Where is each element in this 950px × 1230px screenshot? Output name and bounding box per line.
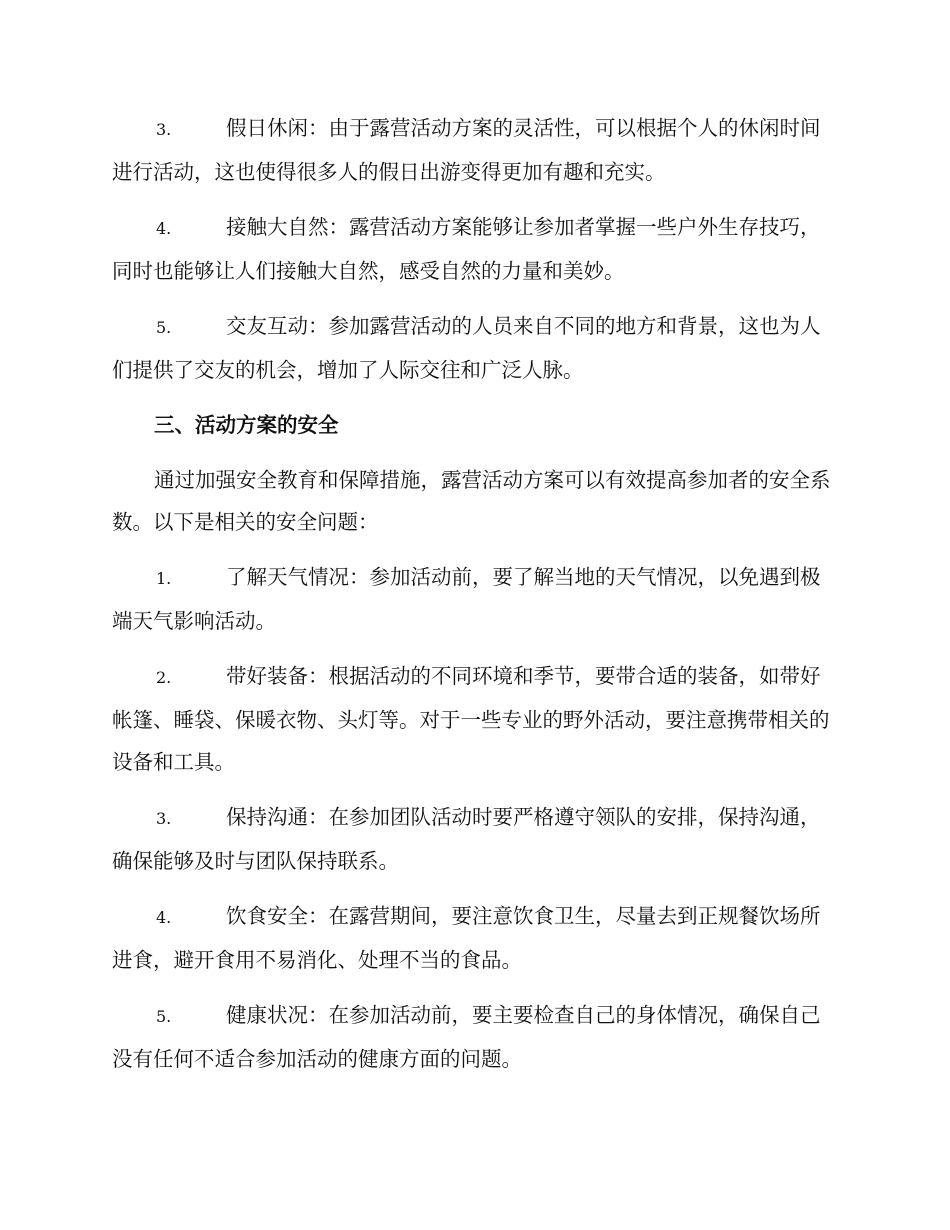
intro-paragraph: 通过加强安全教育和保障措施，露营活动方案可以有效提高参加者的安全系数。以下是相关的安全问题：: [112, 468, 831, 534]
list-item: [112, 206, 836, 292]
list-item: [112, 994, 836, 1080]
list-number: 5.: [156, 1007, 172, 1026]
list-item: [112, 305, 836, 391]
list-text: 饮食安全：在露营期间，要注意饮食卫生，尽量去到正规餐饮场所进食，避开食用不易消化、处理不当的食品。: [112, 904, 821, 972]
list-number: 3.: [156, 120, 172, 139]
list-text: 接触大自然：露营活动方案能够让参加者掌握一些户外生存技巧，同时也能够让人们接触大自然，感受自然的力量和美妙。: [112, 215, 821, 283]
list-number: 4.: [156, 219, 172, 238]
list-item: [112, 107, 836, 193]
list-number: 1.: [156, 569, 172, 588]
document-page: [112, 107, 836, 1093]
list-number: 5.: [156, 318, 172, 337]
list-text: 带好装备：根据活动的不同环境和季节，要带合适的装备，如带好帐篷、睡袋、保暖衣物、头灯等。对于一些专业的野外活动，要注意携带相关的设备和工具。: [112, 664, 830, 774]
list-item: [112, 556, 836, 642]
list-number: 4.: [156, 908, 172, 927]
list-number: 3.: [156, 809, 172, 828]
list-number: 2.: [156, 668, 172, 687]
list-text: 假日休闲：由于露营活动方案的灵活性，可以根据个人的休闲时间进行活动，这也使得很多人的假日出游变得更加有趣和充实。: [112, 116, 821, 184]
list-text: 了解天气情况：参加活动前，要了解当地的天气情况，以免遇到极端天气影响活动。: [112, 565, 821, 633]
list-item: [112, 895, 836, 981]
list-text: 健康状况：在参加活动前，要主要检查自己的身体情况，确保自己没有任何不适合参加活动的健康方面的问题。: [112, 1003, 821, 1071]
list-item: [112, 655, 836, 783]
list-text: 交友互动：参加露营活动的人员来自不同的地方和背景，这也为人们提供了交友的机会，增加了人际交往和广泛人脉。: [112, 314, 821, 382]
list-item: [112, 796, 836, 882]
section-heading: 三、活动方案的安全: [154, 413, 339, 437]
list-text: 保持沟通：在参加团队活动时要严格遵守领队的安排，保持沟通，确保能够及时与团队保持联系。: [112, 805, 821, 873]
